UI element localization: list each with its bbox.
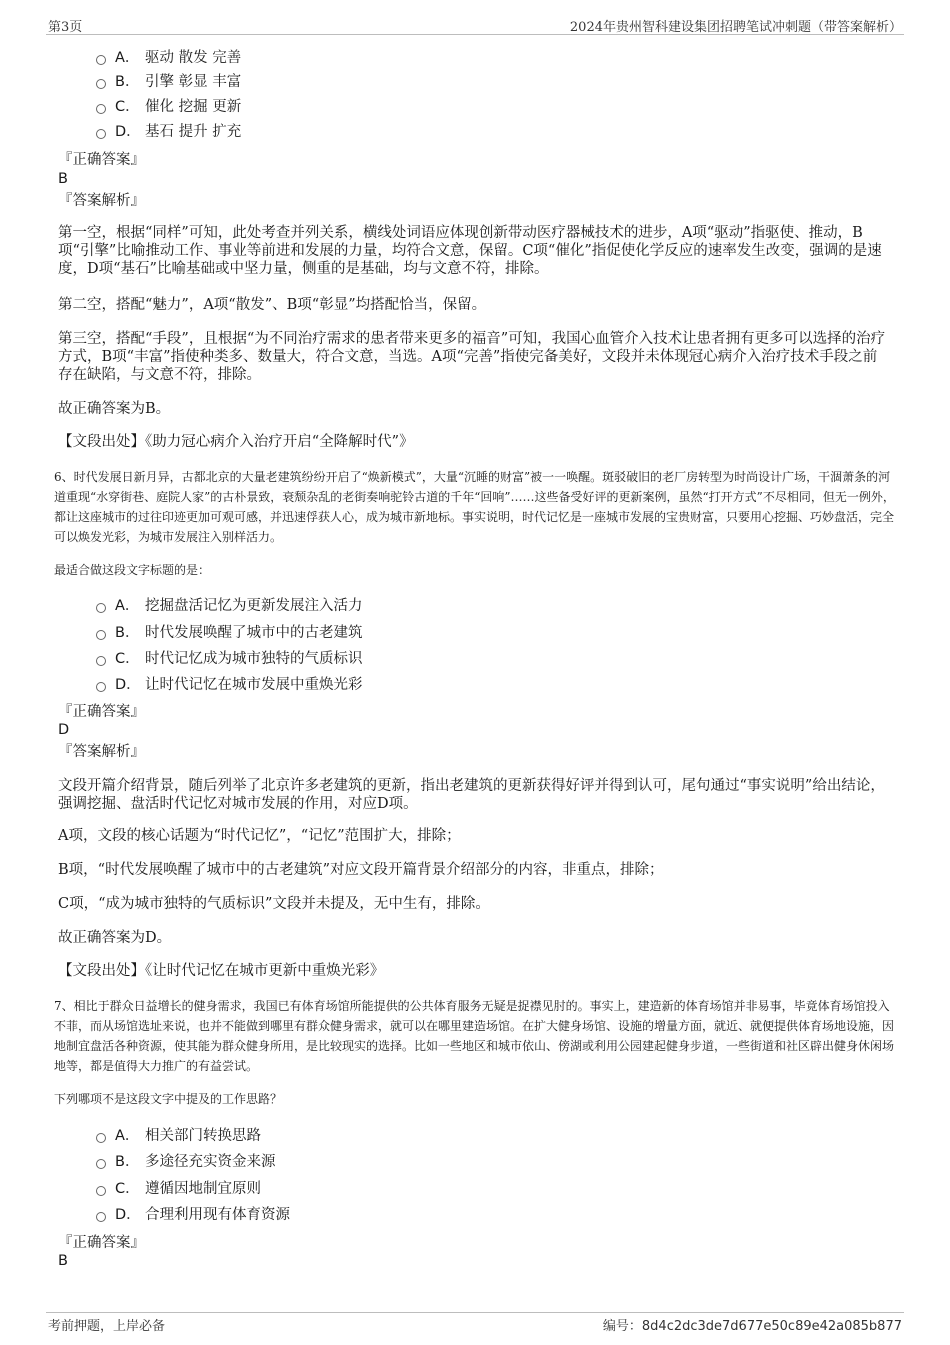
q5-analysis-p2: 第二空，搭配“魅力”，A项“散发”、B项“彰显”均搭配恰当，保留。 [58, 297, 487, 313]
option-text: 时代发展唤醒了城市中的古老建筑 [145, 625, 363, 641]
option-text: 基石 提升 扩充 [145, 124, 242, 140]
radio-icon[interactable] [96, 1186, 106, 1196]
option-text: 驱动 散发 完善 [145, 50, 242, 66]
radio-icon[interactable] [96, 656, 106, 666]
option-text: 挖掘盘活记忆为更新发展注入活力 [145, 598, 363, 614]
q5-analysis-p3: 第三空，搭配“手段”，且根据“为不同治疗需求的患者带来更多的福音”可知，我国心血管介入技术让患者拥有更多可以选择的治疗方式，B项“丰富”指使种类多、数量大，符合文意，当选。A项“完善”指使完备美好，文段并未体现冠心病介入治疗技术手段之前存在缺陷，与文意不符，排除。 [58, 331, 886, 383]
q6-analysis-p2: A项，文段的核心话题为“时代记忆”，“记忆”范围扩大，排除； [58, 828, 461, 844]
option-text: 多途径充实资金来源 [145, 1154, 276, 1170]
q7-passage: 7、相比于群众日益增长的健身需求，我国已有体育场馆所能提供的公共体育服务无疑是捉襟见肘的。事实上，建造新的体育场馆并非易事，毕竟体育场馆投入不菲，而从场馆选址来说，也并不能做到哪里有群众健身需求，就可以在哪里建造场馆。在扩大健身场馆、设施的增量方面，就近、就便提供体育场地设施，因地制宜盘活各种资源，使其能为群众健身所用，是比较现实的选择。比如一些地区和城市依山、傍湖或利用公园建起健身步道，一些街道和社区辟出健身休闲场地等，都是值得大力推广的有益尝试。 [54, 999, 895, 1073]
q5-answer-label: 『正确答案』 [58, 152, 145, 168]
option-text: 催化 挖掘 更新 [145, 99, 242, 115]
code-value: 8d4c2dc3de7d677e50c89e42a085b877 [641, 1319, 902, 1334]
q5-conclusion: 故正确答案为B。 [58, 401, 171, 417]
q6-passage: 6、时代发展日新月异，古都北京的大量老建筑纷纷开启了“焕新模式”，大量“沉睡的财富”被一一唤醒。斑驳破旧的老厂房转型为时尚设计广场，干涸萧条的河道重现“水穿街巷、庭院人家”的古朴景致，衰颓杂乱的老街奏响驼铃古道的千年“回响”……这些备受好评的更新案例，虽然“打开方式”不尽相同，但无一例外，都让这座城市的过往印迹更加可观可感，并迅速俘获人心，成为城市新地标。事实说明，时代记忆是一座城市发展的宝贵财富，只要用心挖掘、巧妙盘活，完全可以焕发光彩，为城市发展注入别样活力。 [54, 470, 895, 544]
q5-analysis-p1: 第一空，根据“同样”可知，此处考查并列关系，横线处词语应体现创新带动医疗器械技术的进步，A项“驱动”指驱使、推动，B项“引擎”比喻推动工作、事业等前进和发展的力量，均符合文意，保留。C项“催化”指促使化学反应的速率发生改变，强调的是速度，D项“基石”比喻基础或中坚力量，侧重的是基础，均与文意不符，排除。 [58, 225, 882, 277]
option-text: 合理利用现有体育资源 [145, 1207, 290, 1223]
q6-option-a[interactable]: A． 挖掘盘活记忆为更新发展注入活力 [96, 595, 363, 617]
q5-option-c[interactable]: C． 催化 挖掘 更新 [96, 96, 241, 118]
q6-answer-label: 『正确答案』 [58, 704, 145, 720]
page-footer [46, 1312, 904, 1337]
q7-answer-label: 『正确答案』 [58, 1235, 145, 1251]
option-text: 遵循因地制宜原则 [145, 1181, 261, 1197]
q5-analysis-label: 『答案解析』 [58, 193, 145, 209]
q6-analysis-p1: 文段开篇介绍背景，随后列举了北京许多老建筑的更新，指出老建筑的更新获得好评并得到认可，尾句通过“事实说明”给出结论，强调挖掘、盘活时代记忆对城市发展的作用，对应D项。 [58, 778, 885, 812]
page-header [46, 14, 904, 35]
q7-option-d[interactable]: D． 合理利用现有体育资源 [96, 1204, 290, 1226]
radio-icon[interactable] [96, 55, 106, 65]
q5-answer: B [58, 171, 68, 187]
q7-answer: B [58, 1253, 68, 1269]
q7-option-c[interactable]: C． 遵循因地制宜原则 [96, 1178, 261, 1200]
option-text: 引擎 彰显 丰富 [145, 74, 242, 90]
option-text: 相关部门转换思路 [145, 1128, 261, 1144]
radio-icon[interactable] [96, 1133, 106, 1143]
q7-stem: 下列哪项不是这段文字中提及的工作思路？ [54, 1092, 283, 1106]
option-text: 让时代记忆在城市发展中重焕光彩 [145, 677, 363, 693]
q6-option-c[interactable]: C． 时代记忆成为城市独特的气质标识 [96, 648, 363, 670]
q5-option-a[interactable]: A． 驱动 散发 完善 [96, 47, 241, 69]
q6-analysis-p3: B项，“时代发展唤醒了城市中的古老建筑”对应文段开篇背景介绍部分的内容，非重点，排除； [58, 862, 664, 878]
radio-icon[interactable] [96, 1212, 106, 1222]
footer-slogan: 考前押题，上岸必备 [48, 1319, 166, 1334]
q5-option-b[interactable]: B． 引擎 彰显 丰富 [96, 71, 241, 93]
radio-icon[interactable] [96, 630, 106, 640]
radio-icon[interactable] [96, 129, 106, 139]
radio-icon[interactable] [96, 104, 106, 114]
q5-source: 【文段出处】《助力冠心病介入治疗开启“全降解时代”》 [58, 434, 414, 450]
radio-icon[interactable] [96, 682, 106, 692]
q6-answer: D [58, 722, 70, 738]
radio-icon[interactable] [96, 603, 106, 613]
q5-option-d[interactable]: D． 基石 提升 扩充 [96, 121, 241, 143]
q6-option-d[interactable]: D． 让时代记忆在城市发展中重焕光彩 [96, 674, 363, 696]
document-code [603, 1315, 902, 1334]
radio-icon[interactable] [96, 1159, 106, 1169]
q6-stem: 最适合做这段文字标题的是： [54, 563, 211, 577]
q6-source: 【文段出处】《让时代记忆在城市更新中重焕光彩》 [58, 963, 385, 979]
option-text: 时代记忆成为城市独特的气质标识 [145, 651, 363, 667]
q6-option-b[interactable]: B． 时代发展唤醒了城市中的古老建筑 [96, 622, 363, 644]
q6-analysis-p4: C项，“成为城市独特的气质标识”文段并未提及，无中生有，排除。 [58, 896, 490, 912]
q7-option-b[interactable]: B． 多途径充实资金来源 [96, 1151, 276, 1173]
document-title: 2024年贵州智科建设集团招聘笔试冲刺题（带答案解析） [569, 20, 902, 35]
q6-analysis-label: 『答案解析』 [58, 744, 145, 760]
radio-icon[interactable] [96, 79, 106, 89]
q6-conclusion: 故正确答案为D。 [58, 930, 172, 946]
code-label: 编号： [602, 1319, 642, 1334]
page-number: 第3页 [48, 20, 83, 35]
q7-option-a[interactable]: A． 相关部门转换思路 [96, 1125, 261, 1147]
